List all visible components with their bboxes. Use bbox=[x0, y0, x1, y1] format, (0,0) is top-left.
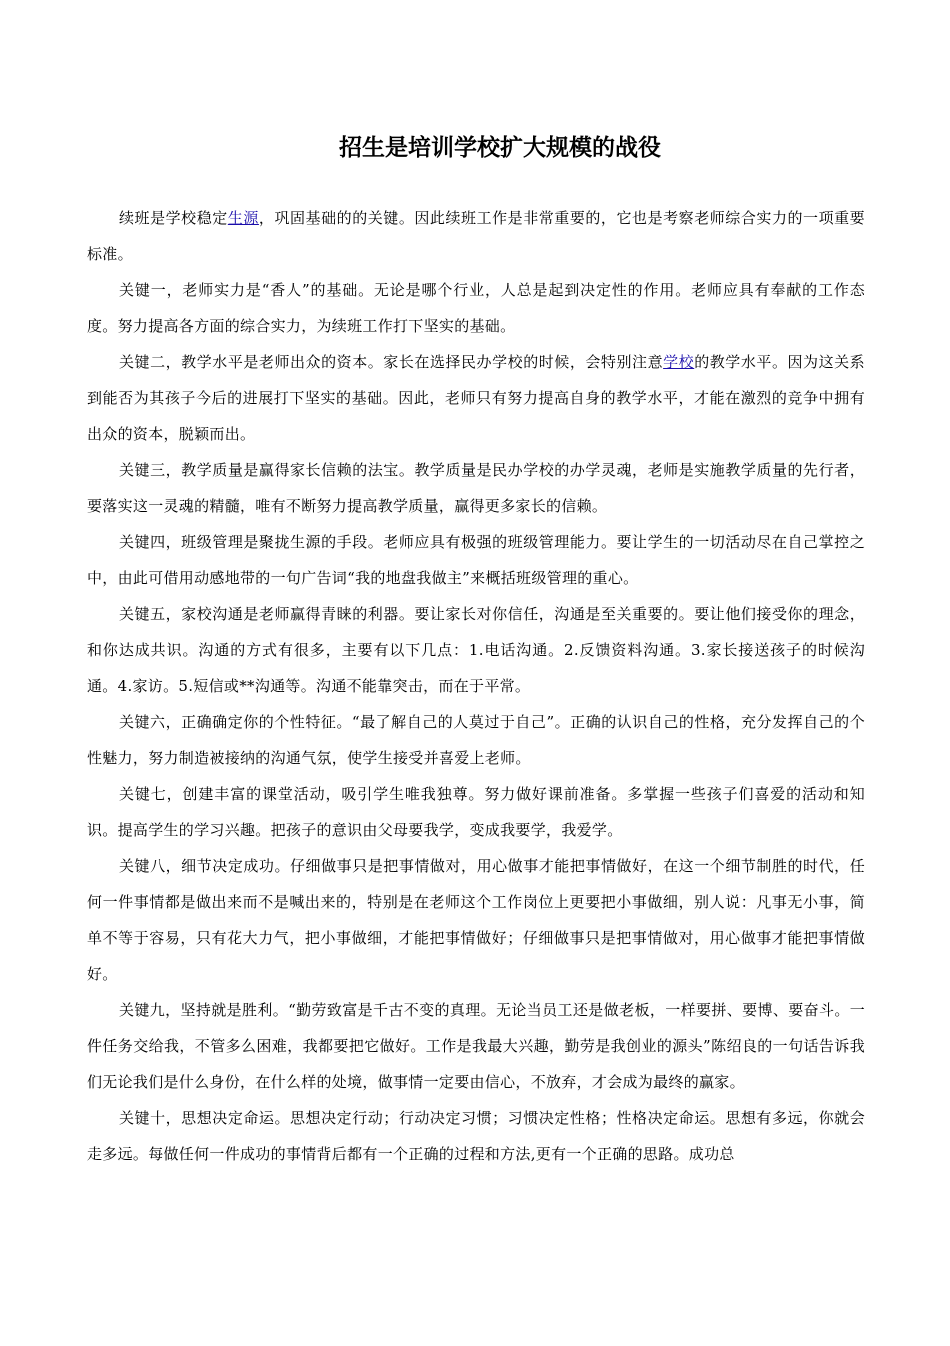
paragraph-text: ，巩固基础的的关键。因此续班工作是非常重要的，它也是考察老师综合实力的一项重要标准。 bbox=[87, 209, 865, 263]
paragraph-5: 关键四，班级管理是聚拢生源的手段。老师应具有极强的班级管理能力。要让学生的一切活动尽在自己掌控之中，由此可借用动感地带的一句广告词“我的地盘我做主”来概括班级管理的重心。 bbox=[87, 533, 865, 587]
paragraph-4: 关键三，教学质量是赢得家长信赖的法宝。教学质量是民办学校的办学灵魂，老师是实施教学质量的先行者，要落实这一灵魂的精髓，唯有不断努力提高教学质量，赢得更多家长的信赖。 bbox=[87, 461, 865, 515]
link-xuexiao[interactable]: 学校 bbox=[663, 353, 695, 371]
paragraph-2: 关键一，老师实力是“香人”的基础。无论是哪个行业，人总是起到决定性的作用。老师应具有奉献的工作态度。努力提高各方面的综合实力，为续班工作打下坚实的基础。 bbox=[87, 281, 865, 335]
paragraph-1 bbox=[87, 200, 865, 272]
paragraph-10: 关键九，坚持就是胜利。“勤劳致富是千古不变的真理。无论当员工还是做老板，一样要拼、要博、要奋斗。一件任务交给我，不管多么困难，我都要把它做好。工作是我最大兴趣，勤劳是我创业的源头”陈绍良的一句话告诉我们无论我们是什么身份，在什么样的处境，做事情一定要由信心，不放弃，才会成为最终的赢家。 bbox=[87, 1001, 865, 1091]
document-title: 招生是培训学校扩大规模的战役 bbox=[339, 135, 661, 161]
paragraph-11: 关键十，思想决定命运。思想决定行动；行动决定习惯；习惯决定性格；性格决定命运。思想有多远，你就会走多远。每做任何一件成功的事情背后都有一个正确的过程和方法,更有一个正确的思路。成功总 bbox=[87, 1109, 865, 1163]
paragraph-text: 的教学水平。因为这关系到能否为其孩子今后的进展打下坚实的基础。因此，老师只有努力提高自身的教学水平，才能在激烈的竞争中拥有出众的资本，脱颖而出。 bbox=[87, 353, 865, 443]
link-shengyuan[interactable]: 生源 bbox=[227, 209, 259, 227]
document-body bbox=[87, 200, 865, 1172]
paragraph-text: 关键二，教学水平是老师出众的资本。家长在选择民办学校的时候，会特别注意 bbox=[119, 353, 664, 371]
paragraph-3 bbox=[87, 344, 865, 452]
paragraph-9: 关键八，细节决定成功。仔细做事只是把事情做对，用心做事才能把事情做好，在这一个细节制胜的时代，任何一件事情都是做出来而不是喊出来的，特别是在老师这个工作岗位上更要把小事做细，别人说：凡事无小事，简单不等于容易，只有花大力气，把小事做细，才能把事情做好；仔细做事只是把事情做对，用心做事才能把事情做好。 bbox=[87, 857, 865, 983]
paragraph-6: 关键五，家校沟通是老师赢得青睐的利器。要让家长对你信任，沟通是至关重要的。要让他们接受你的理念，和你达成共识。沟通的方式有很多，主要有以下几点：1.电话沟通。2.反馈资料沟通。3.家长接送孩子的时候沟通。4.家访。5.短信或**沟通等。沟通不能靠突击，而在于平常。 bbox=[87, 605, 865, 695]
paragraph-8: 关键七，创建丰富的课堂活动，吸引学生唯我独尊。努力做好课前准备。多掌握一些孩子们喜爱的活动和知识。提高学生的学习兴趣。把孩子的意识由父母要我学，变成我要学，我爱学。 bbox=[87, 785, 865, 839]
paragraph-text: 续班是学校稳定 bbox=[119, 209, 228, 227]
paragraph-7: 关键六，正确确定你的个性特征。“最了解自己的人莫过于自己”。正确的认识自己的性格，充分发挥自己的个性魅力，努力制造被接纳的沟通气氛，使学生接受并喜爱上老师。 bbox=[87, 713, 865, 767]
